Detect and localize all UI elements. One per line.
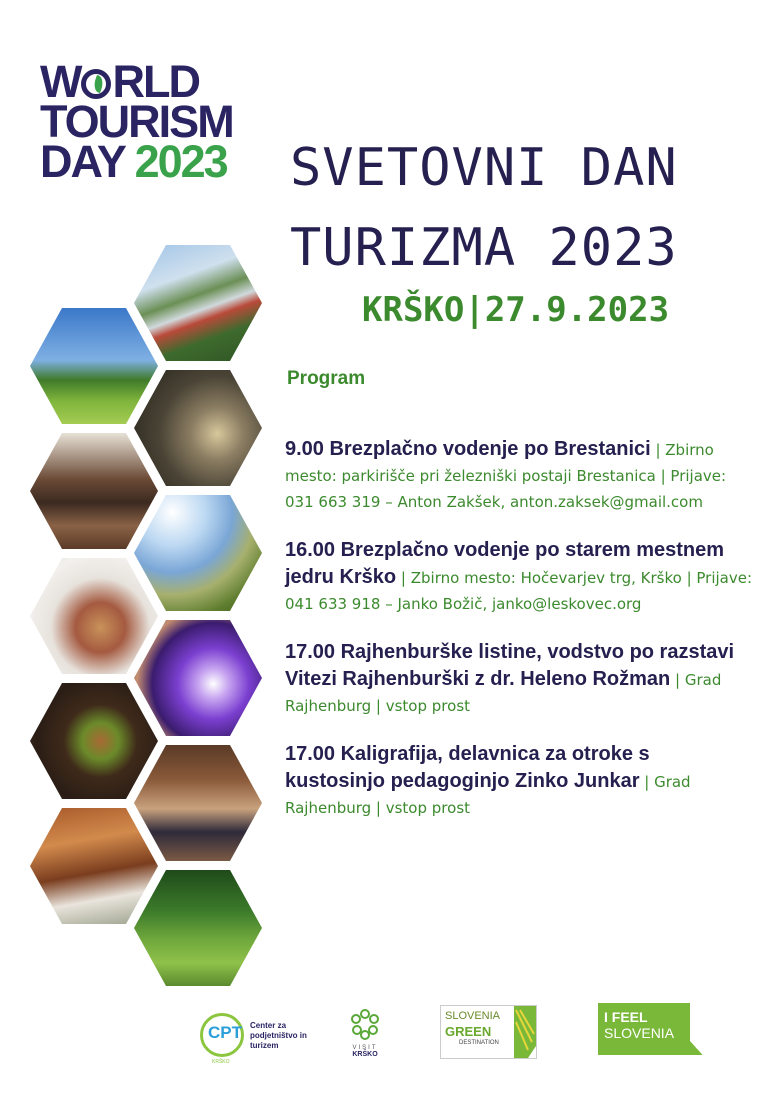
cpt-mark: CPT (208, 1023, 242, 1042)
krsko-label: KRŠKO (352, 1051, 378, 1058)
globe-leaf-icon (81, 69, 111, 99)
gourmet-dish-photo-hex (30, 558, 158, 674)
tree-meadow-photo-hex (30, 308, 158, 424)
program-item-title: 17.00 Rajhenburške listine, vodstvo po razstavi Vitezi Rajhenburški z dr. Heleno Rožman (285, 641, 735, 690)
program-item-details: | Grad Rajhenburg | vstop prost (285, 773, 691, 817)
logo-line-tourism: TOURISM (40, 96, 233, 147)
program-heading: Program (287, 368, 366, 389)
visit-krsko-logo (345, 1007, 385, 1065)
wooden-roof-photo-hex (30, 808, 158, 924)
program-item (285, 537, 755, 617)
slovenia-text: SLOVENIA (604, 1025, 675, 1041)
ifeel-text: I FEEL (604, 1009, 648, 1025)
plated-food-photo-hex (30, 683, 158, 799)
slovenia-green-destination-logo (440, 1005, 537, 1059)
vineyard-picnic-photo-hex (134, 495, 262, 611)
library-visitors-photo-hex (134, 745, 262, 861)
program-item-details: | Grad Rajhenburg | vstop prost (285, 671, 722, 715)
program-list (285, 436, 755, 843)
program-item (285, 741, 755, 821)
program-item-details: | Zbirno mesto: Hočevarjev trg, Krško | Prijave: 041 633 918 – Janko Božič, janko@leskovec.org (285, 569, 753, 613)
cpt-name: Center za podjetništvo in turizem (250, 1021, 307, 1050)
green-destination-text: DESTINATION (459, 1040, 499, 1046)
program-item (285, 639, 755, 719)
i-feel-slovenia-logo (598, 1003, 708, 1055)
photo-hexagon-collage (28, 240, 273, 990)
page-title (290, 128, 760, 288)
green-stripes-icon (506, 1006, 536, 1058)
flower-wreath-icon (347, 1007, 383, 1041)
program-item-details: | Zbirno mesto: parkirišče pri železniški postaji Brestanica | Prijave: 031 663 319 – Anton Zakšek, anton.zaksek@gmail.com (285, 441, 727, 511)
world-tourism-day-logo (40, 56, 250, 187)
green-slovenia-text: SLOVENIA (445, 1010, 501, 1022)
castle-river-photo-hex (134, 245, 262, 361)
cpt-logo (200, 1013, 310, 1065)
green-green-text: GREEN (445, 1024, 492, 1039)
program-item-title: 9.00 Brezplačno vodenje po Brestanici (285, 438, 651, 460)
cyclist-tunnel-photo-hex (134, 370, 262, 486)
visit-label: VISIT (352, 1045, 378, 1051)
sponsor-logos (0, 995, 770, 1075)
wine-cellar-photo-hex (30, 433, 158, 549)
program-item (285, 436, 755, 515)
plasma-ball-photo-hex (134, 620, 262, 736)
logo-line-world: W RLD (40, 56, 199, 107)
title-line-2: TURIZMA 2023 (290, 218, 678, 278)
cpt-sub: KRŠKO (212, 1059, 230, 1065)
program-item-title: 17.00 Kaligrafija, delavnica za otroke s kustosinjo pedagoginjo Zinko Junkar (285, 743, 650, 792)
program-item-title: 16.00 Brezplačno vodenje po starem mestnem jedru Krško (285, 539, 725, 588)
location-date-subtitle: KRŠKO|27.9.2023 (362, 290, 670, 330)
title-line-1: SVETOVNI DAN (290, 138, 678, 198)
park-swing-photo-hex (134, 870, 262, 986)
logo-line-day: DAY 2023 (40, 136, 227, 187)
